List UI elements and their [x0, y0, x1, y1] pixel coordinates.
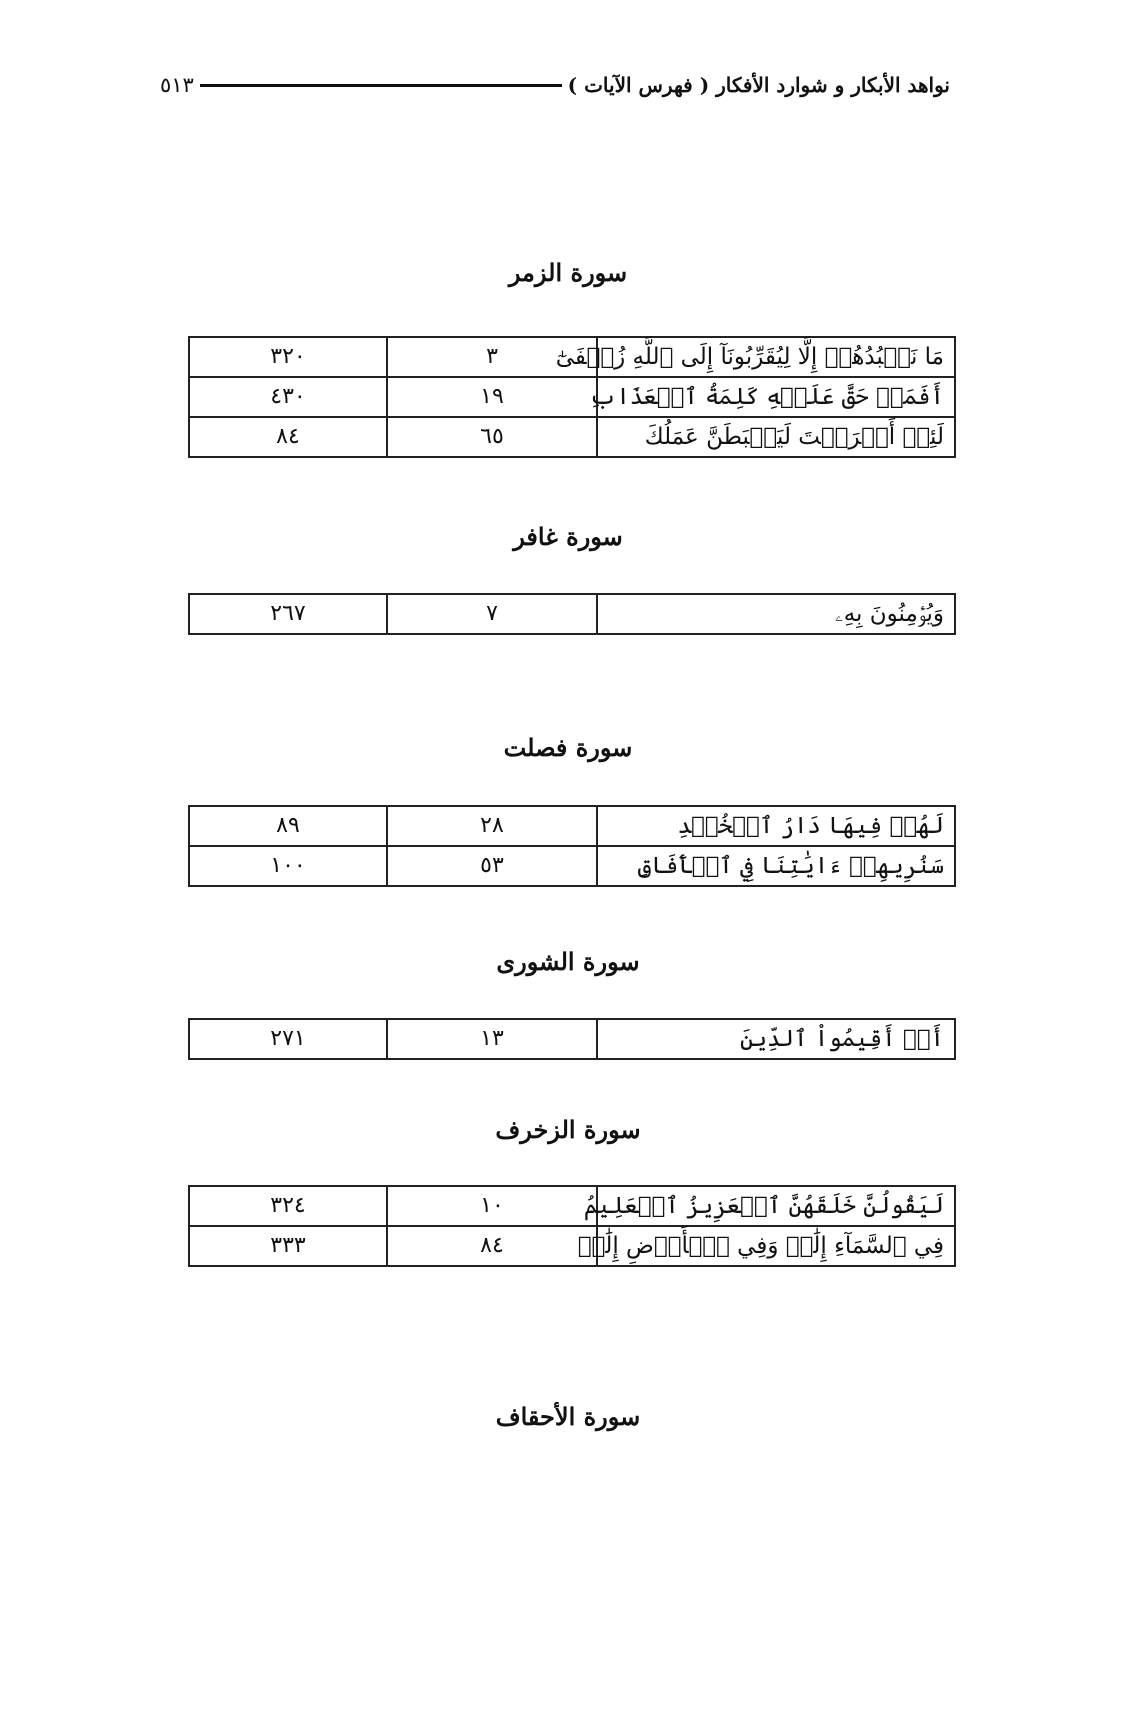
- page-reference: ٣٣٣: [189, 1226, 387, 1266]
- header-rule: [200, 84, 562, 87]
- table-row: [189, 846, 955, 886]
- verse-text: فِي ٱلسَّمَآءِ إِلَٰهٞ وَفِي ٱلۡأَرۡضِ إِلَٰهٞ: [597, 1226, 955, 1266]
- verse-text: لَيَقُولُنَّ خَلَقَهُنَّ ٱلۡعَزِيزُ ٱلۡعَلِيمُ: [597, 1186, 955, 1226]
- running-header: [160, 70, 950, 100]
- table-row: [189, 1186, 955, 1226]
- verse-text: أَفَمَنۡ حَقَّ عَلَيۡهِ كَلِمَةُ ٱلۡعَذَابِ: [597, 377, 955, 417]
- verse-text: وَيُؤۡمِنُونَ بِهِۦ: [597, 594, 955, 634]
- ayah-number: ١٣: [387, 1019, 597, 1059]
- verse-text: لَئِنۡ أَشۡرَكۡتَ لَيَحۡبَطَنَّ عَمَلُكَ: [597, 417, 955, 457]
- surah-heading-ahqaf: سورة الأحقاف: [495, 1402, 641, 1431]
- table-row: [189, 377, 955, 417]
- page-reference: ١٠٠: [189, 846, 387, 886]
- surah-heading-shura: سورة الشورى: [496, 947, 640, 976]
- verse-text: لَهُمۡ فِيهَا دَارُ ٱلۡخُلۡدِ: [597, 806, 955, 846]
- surah-heading-zukhruf: سورة الزخرف: [495, 1115, 641, 1144]
- verse-table-zukhruf: [188, 1185, 956, 1267]
- table-row: [189, 417, 955, 457]
- table-row: [189, 594, 955, 634]
- table-row: [189, 806, 955, 846]
- table-row: [189, 337, 955, 377]
- page-reference: ٣٢٤: [189, 1186, 387, 1226]
- verse-text: سَنُرِيهِمۡ ءَايَٰتِنَا فِي ٱلۡأٓفَاقِ: [597, 846, 955, 886]
- ayah-number: ٨٤: [387, 1226, 597, 1266]
- page-reference: ٢٧١: [189, 1019, 387, 1059]
- table-row: [189, 1019, 955, 1059]
- page-reference: ٤٣٠: [189, 377, 387, 417]
- running-title: نواهد الأبكار و شوارد الأفكار ( فهرس الآيات ): [567, 73, 950, 97]
- ayah-number: ٧: [387, 594, 597, 634]
- surah-heading-fussilat: سورة فصلت: [503, 733, 633, 762]
- surah-heading-ghafir: سورة غافر: [513, 522, 623, 551]
- surah-heading-zumar: سورة الزمر: [508, 258, 628, 287]
- verse-table-ghafir: [188, 593, 956, 635]
- ayah-number: ٢٨: [387, 806, 597, 846]
- ayah-number: ١٩: [387, 377, 597, 417]
- verse-table-shura: [188, 1018, 956, 1060]
- ayah-number: ١٠: [387, 1186, 597, 1226]
- ayah-number: ٣: [387, 337, 597, 377]
- verse-table-fussilat: [188, 805, 956, 887]
- ayah-number: ٦٥: [387, 417, 597, 457]
- page-reference: ٨٤: [189, 417, 387, 457]
- ayah-number: ٥٣: [387, 846, 597, 886]
- page-reference: ٣٢٠: [189, 337, 387, 377]
- page-reference: ٢٦٧: [189, 594, 387, 634]
- verse-text: مَا نَعۡبُدُهُمۡ إِلَّا لِيُقَرِّبُونَآ إِلَى ٱللَّهِ زُلۡفَىٰٓ: [597, 337, 955, 377]
- verse-table-zumar: [188, 336, 956, 458]
- page-reference: ٨٩: [189, 806, 387, 846]
- table-row: [189, 1226, 955, 1266]
- verse-text: أَنۡ أَقِيمُواْ ٱلدِّينَ: [597, 1019, 955, 1059]
- page-number: ٥١٣: [160, 73, 194, 97]
